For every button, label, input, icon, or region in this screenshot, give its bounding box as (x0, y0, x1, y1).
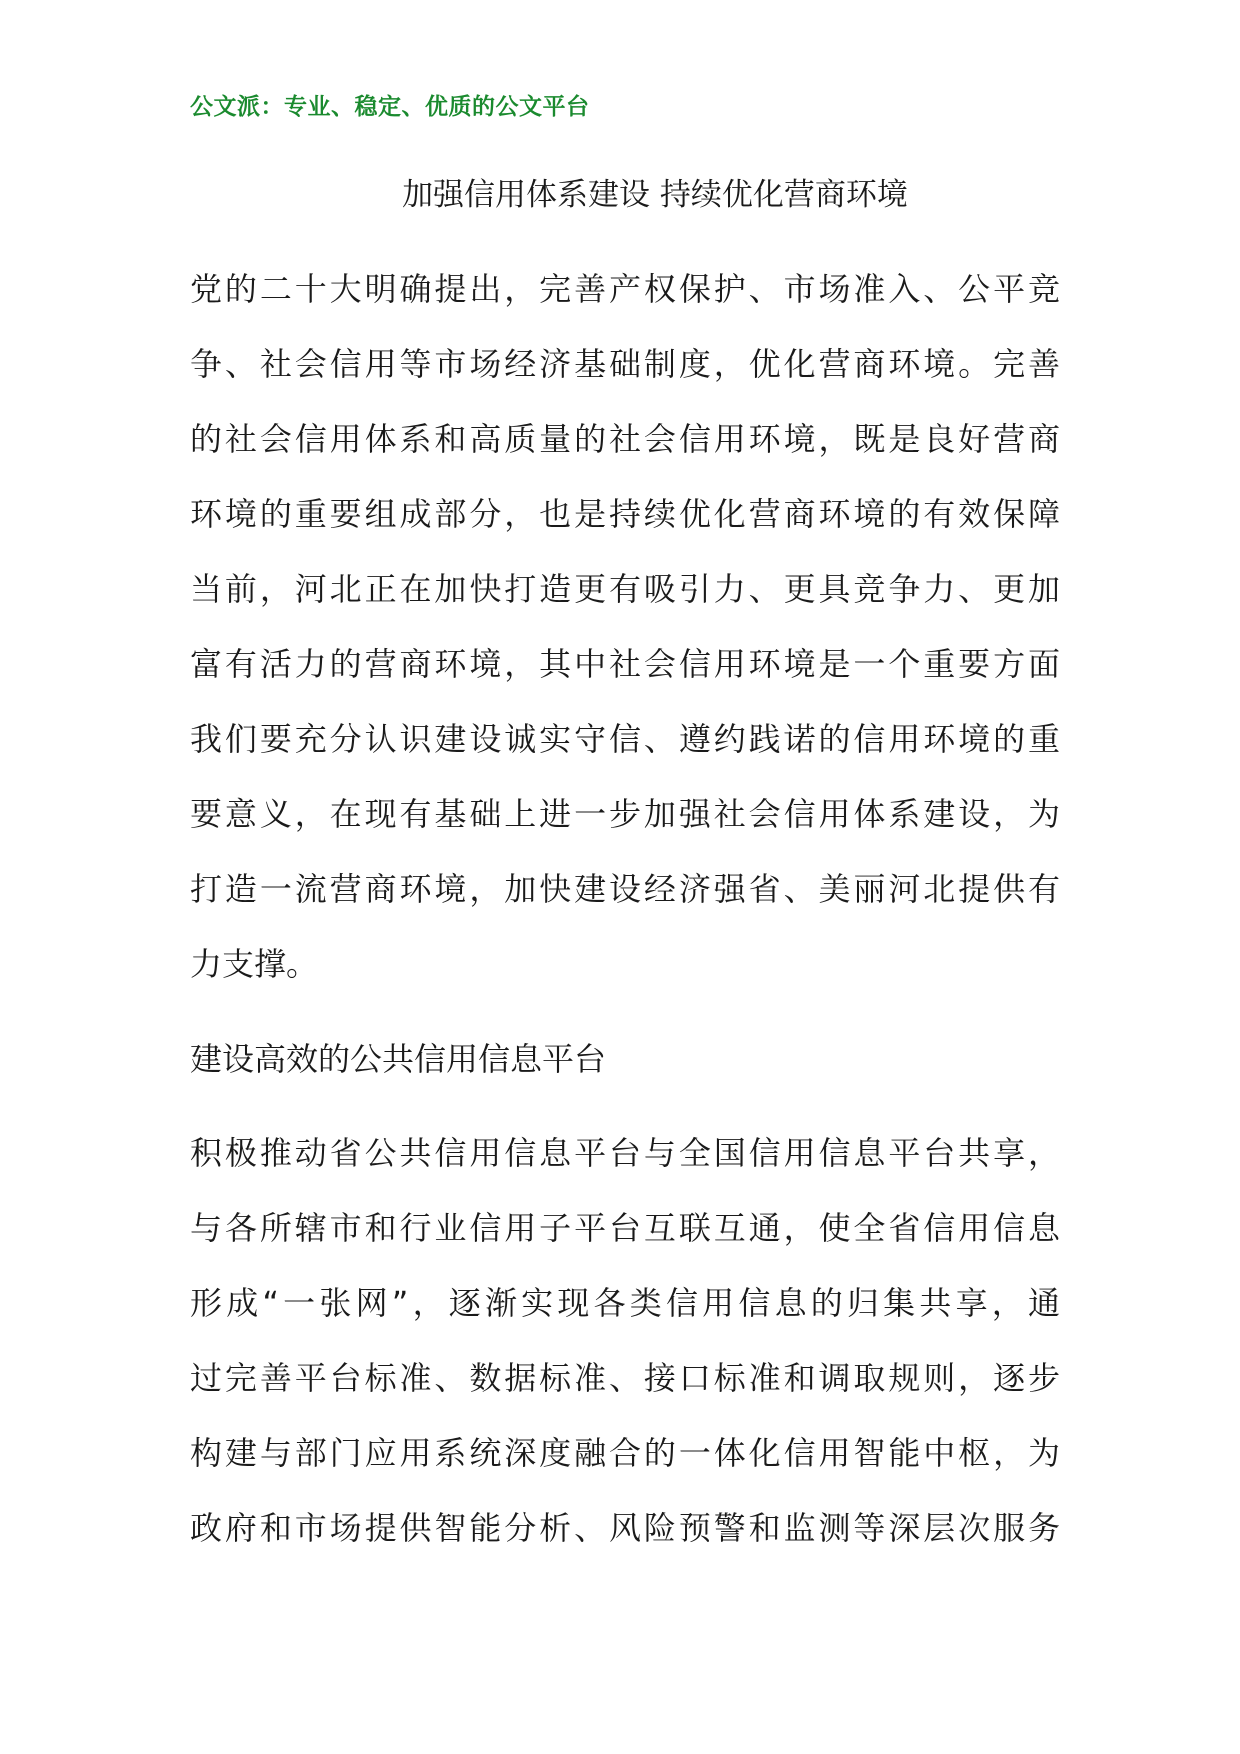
paragraph-line: 打造一流营商环境，加快建设经济强省、美丽河北提供有 (190, 870, 1060, 908)
paragraph-line: 富有活力的营商环境，其中社会信用环境是一个重要方面 (190, 645, 1060, 683)
paragraph-line: 形成“一张网”，逐渐实现各类信用信息的归集共享，通 (190, 1284, 1060, 1322)
paragraph-intro (190, 252, 1060, 1002)
document-title: 加强信用体系建设 持续优化营商环境 (402, 177, 908, 213)
paragraph-line: 争、社会信用等市场经济基础制度，优化营商环境。完善 (190, 345, 1060, 383)
paragraph-line: 力支撑。 (190, 945, 319, 983)
paragraph-line: 的社会信用体系和高质量的社会信用环境，既是良好营商 (190, 420, 1060, 458)
paragraph-line: 环境的重要组成部分，也是持续优化营商环境的有效保障 (190, 495, 1060, 533)
paragraph-line: 构建与部门应用系统深度融合的一体化信用智能中枢，为 (190, 1434, 1060, 1472)
paragraph-line: 与各所辖市和行业信用子平台互联互通，使全省信用信息 (190, 1209, 1060, 1247)
paragraph-line: 当前，河北正在加快打造更有吸引力、更具竞争力、更加 (190, 570, 1060, 608)
paragraph-platform (190, 1116, 1060, 1566)
paragraph-line: 过完善平台标准、数据标准、接口标准和调取规则，逐步 (190, 1359, 1060, 1397)
paragraph-line: 积极推动省公共信用信息平台与全国信用信息平台共享， (190, 1134, 1060, 1172)
paragraph-line: 我们要充分认识建设诚实守信、遵约践诺的信用环境的重 (190, 720, 1060, 758)
site-tagline: 公文派：专业、稳定、优质的公文平台 (190, 94, 590, 120)
paragraph-line: 政府和市场提供智能分析、风险预警和监测等深层次服务 (190, 1509, 1060, 1547)
paragraph-line: 要意义，在现有基础上进一步加强社会信用体系建设，为 (190, 795, 1060, 833)
section-heading: 建设高效的公共信用信息平台 (190, 1040, 607, 1078)
paragraph-line: 党的二十大明确提出，完善产权保护、市场准入、公平竞 (190, 270, 1060, 308)
